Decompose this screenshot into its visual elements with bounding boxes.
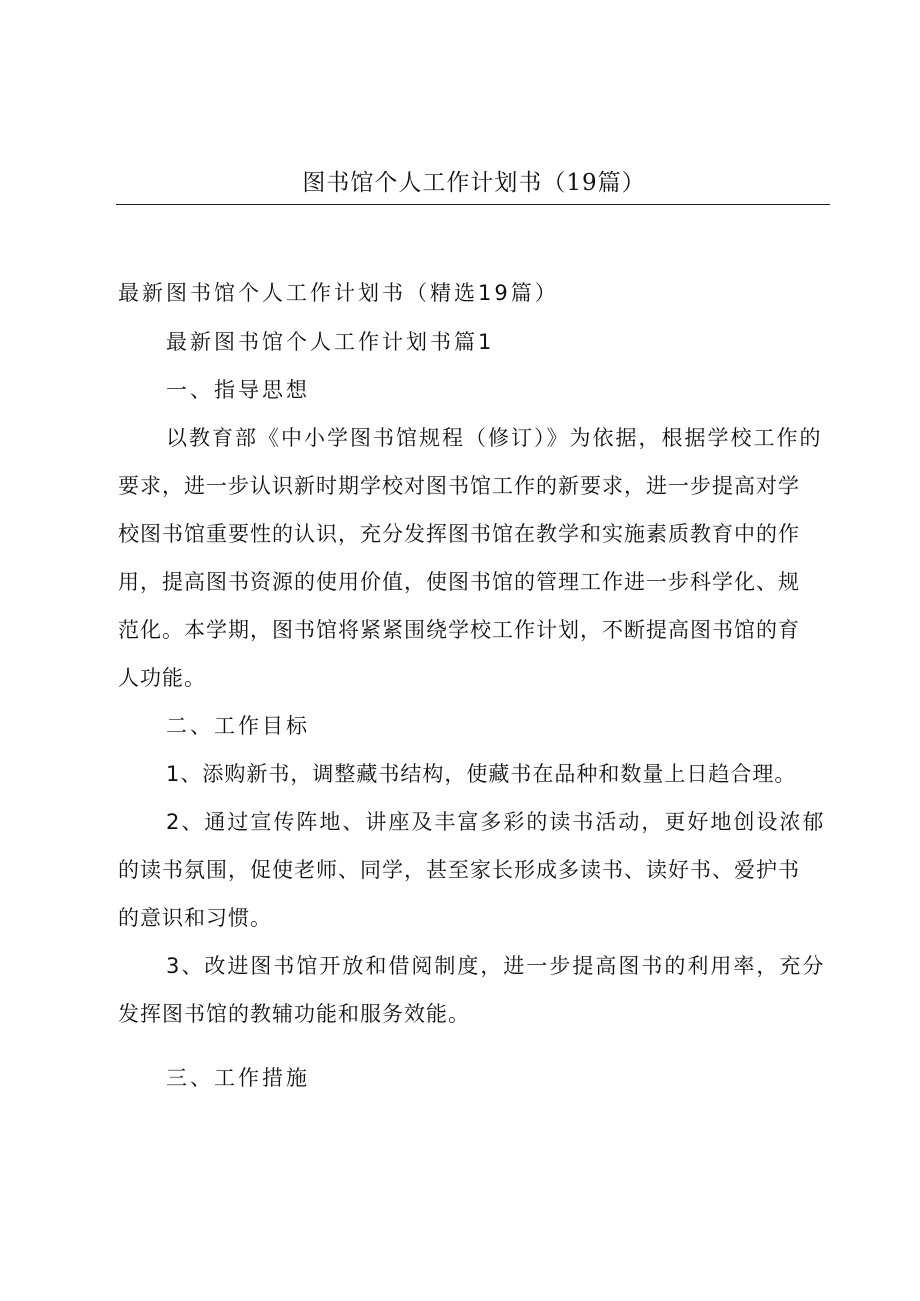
goal-item-3-line: 3、改进图书馆开放和借阅制度，进一步提高图书的利用率，充分 <box>166 954 826 978</box>
goal-item-2-line: 的意识和习惯。 <box>118 906 272 930</box>
paragraph-line: 用，提高图书资源的使用价值，使图书馆的管理工作进一步科学化、规 <box>118 570 800 594</box>
paragraph-line: 要求，进一步认识新时期学校对图书馆工作的新要求，进一步提高对学 <box>118 474 800 498</box>
part-two-heading: 二、工作目标 <box>166 714 310 738</box>
paragraph-line: 以教育部《中小学图书馆规程（修订）》为依据，根据学校工作的 <box>166 426 823 450</box>
document-title: 图书馆个人工作计划书（19篇） <box>302 170 646 196</box>
paragraph-line: 校图书馆重要性的认识，充分发挥图书馆在教学和实施素质教育中的作 <box>118 522 800 546</box>
document-subtitle: 最新图书馆个人工作计划书（精选19篇） <box>118 281 559 305</box>
goal-item-2-line: 的读书氛围，促使老师、同学，甚至家长形成多读书、读好书、爱护书 <box>118 858 800 882</box>
goal-item-3-line: 发挥图书馆的教辅功能和服务效能。 <box>118 1002 470 1026</box>
part-three-heading: 三、工作措施 <box>166 1066 310 1090</box>
paragraph-line: 范化。本学期，图书馆将紧紧围绕学校工作计划，不断提高图书馆的育 <box>118 618 800 642</box>
title-underline <box>116 204 830 205</box>
paragraph-line: 人功能。 <box>118 666 206 690</box>
part-one-heading: 一、指导思想 <box>166 378 310 402</box>
goal-item-2-line: 2、通过宣传阵地、讲座及丰富多彩的读书活动，更好地创设浓郁 <box>166 810 826 834</box>
goal-item-1: 1、添购新书，调整藏书结构，使藏书在品种和数量上日趋合理。 <box>166 762 797 786</box>
section-heading: 最新图书馆个人工作计划书篇1 <box>166 330 495 354</box>
